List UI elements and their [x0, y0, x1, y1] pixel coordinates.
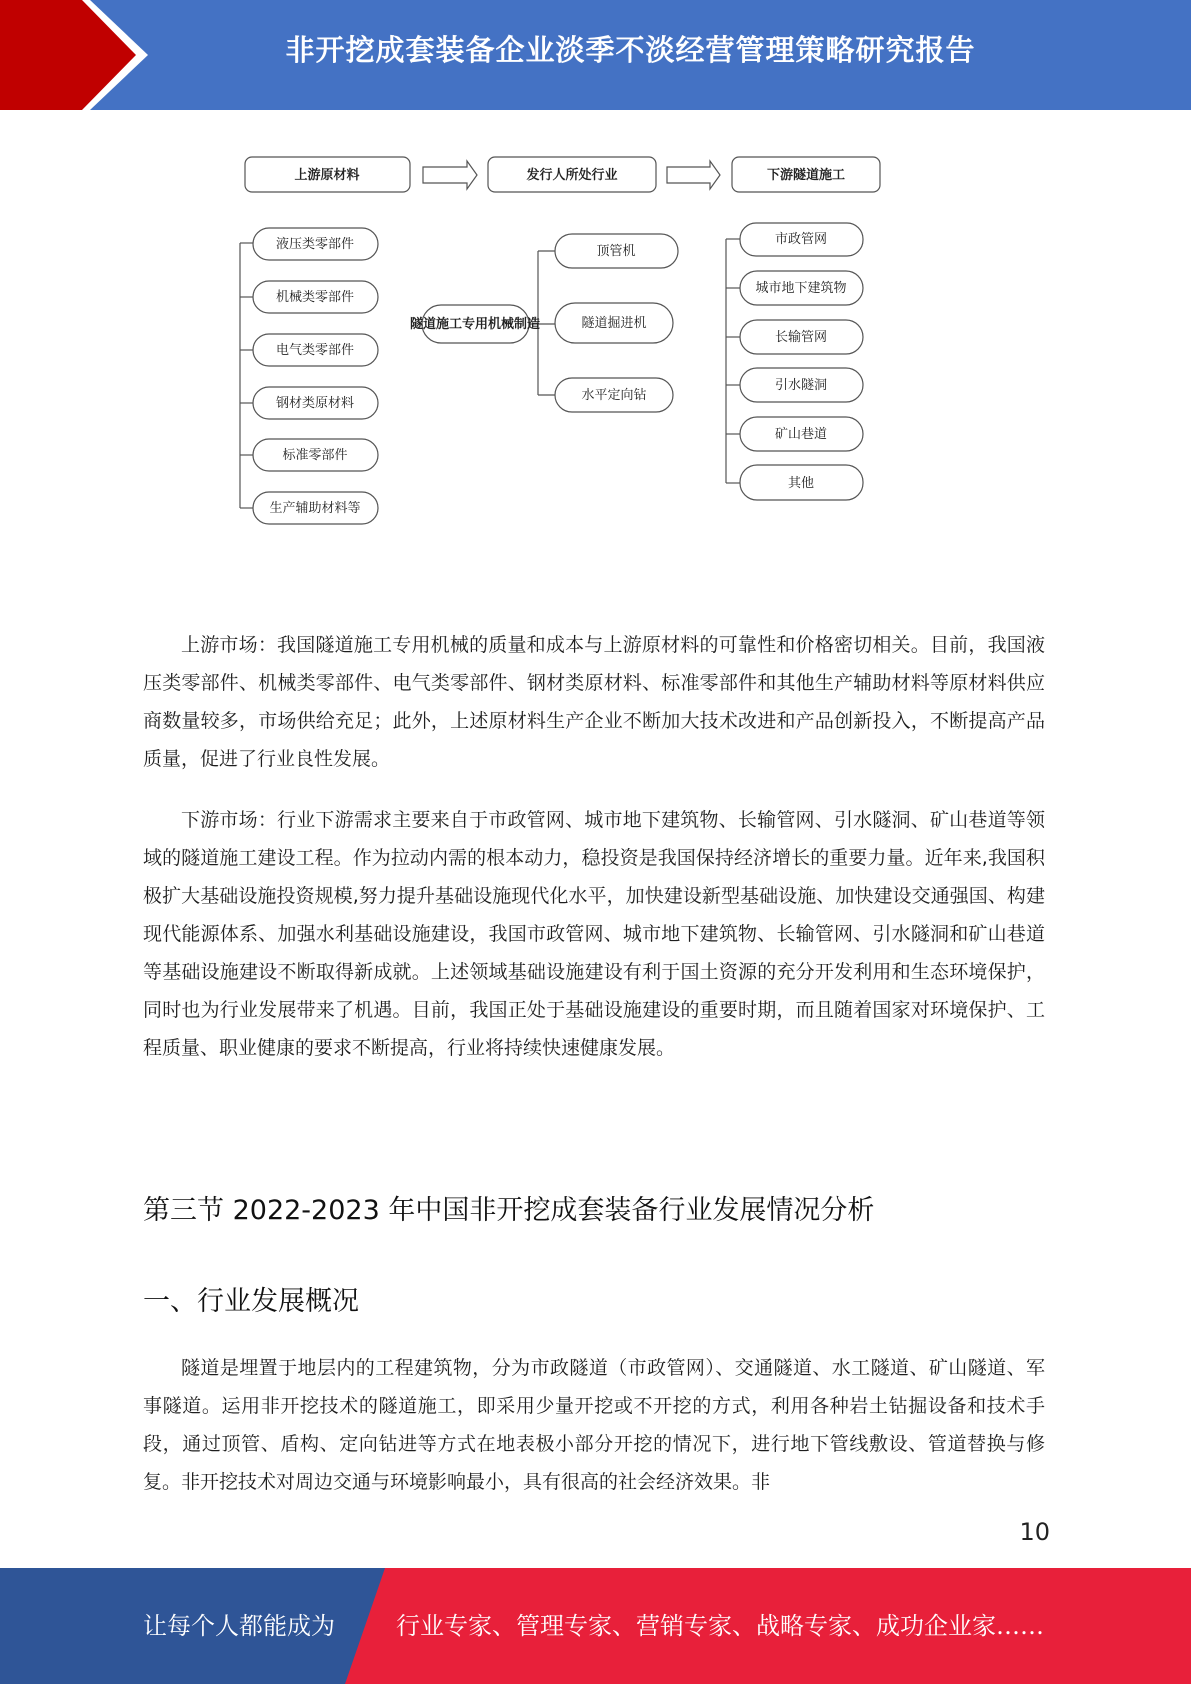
- downstream-item: 引水隧洞: [774, 378, 828, 393]
- section-heading: 第三节 2022-2023 年中国非开挖成套装备行业发展情况分析: [143, 1195, 875, 1226]
- footer-slogan-right: 行业专家、管理专家、营销专家、战略专家、成功企业家……: [396, 1612, 1044, 1640]
- center-item: 水平定向钻: [581, 388, 647, 403]
- industry-chain-diagram: [230, 145, 950, 575]
- upstream-item: 标准零部件: [282, 448, 348, 463]
- downstream-item: 城市地下建筑物: [755, 281, 847, 296]
- stage-downstream-label: 下游隧道施工: [766, 168, 846, 183]
- page-number: 10: [1019, 1518, 1050, 1546]
- upstream-item: 液压类零部件: [275, 237, 355, 252]
- paragraph-text: 上游市场：我国隧道施工专用机械的质量和成本与上游原材料的可靠性和价格密切相关。目前，我国液压类零部件、机械类零部件、电气类零部件、钢材类原材料、标准零部件和其他生产辅助材料等原材料供应商数量较多，市场供给充足；此外，上述原材料生产企业不断加大技术改进和产品创新投入，不断提高产品质量，促进了行业良性发展。: [143, 634, 1045, 770]
- downstream-item: 矿山巷道: [774, 427, 828, 442]
- page-header: [0, 0, 1191, 110]
- upstream-item: 机械类零部件: [275, 290, 355, 305]
- industry-chain-svg: [230, 145, 950, 575]
- paragraph-industry-overview: [143, 1349, 1045, 1501]
- paragraph-text: 下游市场：行业下游需求主要来自于市政管网、城市地下建筑物、长输管网、引水隧洞、矿山巷道等领域的隧道施工建设工程。作为拉动内需的根本动力，稳投资是我国保持经济增长的重要力量。近年来,我国积极扩大基础设施投资规模,努力提升基础设施现代化水平，加快建设新型基础设施、加快建设交通强国、构建现代能源体系、加强水利基础设施建设，我国市政管网、城市地下建筑物、长输管网、引水隧洞和矿山巷道等基础设施建设不断取得新成就。上述领域基础设施建设有利于国土资源的充分开发利用和生态环境保护，同时也为行业发展带来了机遇。目前，我国正处于基础设施建设的重要时期，而且随着国家对环境保护、工程质量、职业健康的要求不断提高，行业将持续快速健康发展。: [143, 809, 1045, 1059]
- paragraph-downstream-market: [143, 801, 1045, 1067]
- paragraph-upstream-market: [143, 626, 1045, 778]
- upstream-item: 钢材类原材料: [275, 396, 355, 411]
- page-footer: [0, 1568, 1191, 1684]
- center-root-label: 隧道施工专用机械制造: [409, 317, 541, 332]
- downstream-item: 其他: [787, 476, 815, 491]
- upstream-item: 电气类零部件: [275, 343, 355, 358]
- footer-slogan-left: 让每个人都能成为: [143, 1612, 335, 1640]
- center-item: 顶管机: [596, 244, 636, 259]
- stage-upstream-label: 上游原材料: [294, 168, 360, 183]
- paragraph-text: 隧道是埋置于地层内的工程建筑物，分为市政隧道（市政管网）、交通隧道、水工隧道、矿山隧道、军事隧道。运用非开挖技术的隧道施工，即采用少量开挖或不开挖的方式，利用各种岩土钻掘设备和技术手段，通过顶管、盾构、定向钻进等方式在地表极小部分开挖的情况下，进行地下管线敷设、管道替换与修复。非开挖技术对周边交通与环境影响最小，具有很高的社会经济效果。非: [143, 1357, 1045, 1493]
- report-title: 非开挖成套装备企业淡季不淡经营管理策略研究报告: [285, 33, 976, 67]
- downstream-item: 长输管网: [774, 330, 828, 345]
- downstream-item: 市政管网: [774, 232, 828, 247]
- upstream-item: 生产辅助材料等: [269, 501, 361, 516]
- subsection-heading: 一、行业发展概况: [143, 1286, 359, 1317]
- stage-industry-label: 发行人所处行业: [526, 168, 618, 183]
- center-item: 隧道掘进机: [581, 316, 647, 331]
